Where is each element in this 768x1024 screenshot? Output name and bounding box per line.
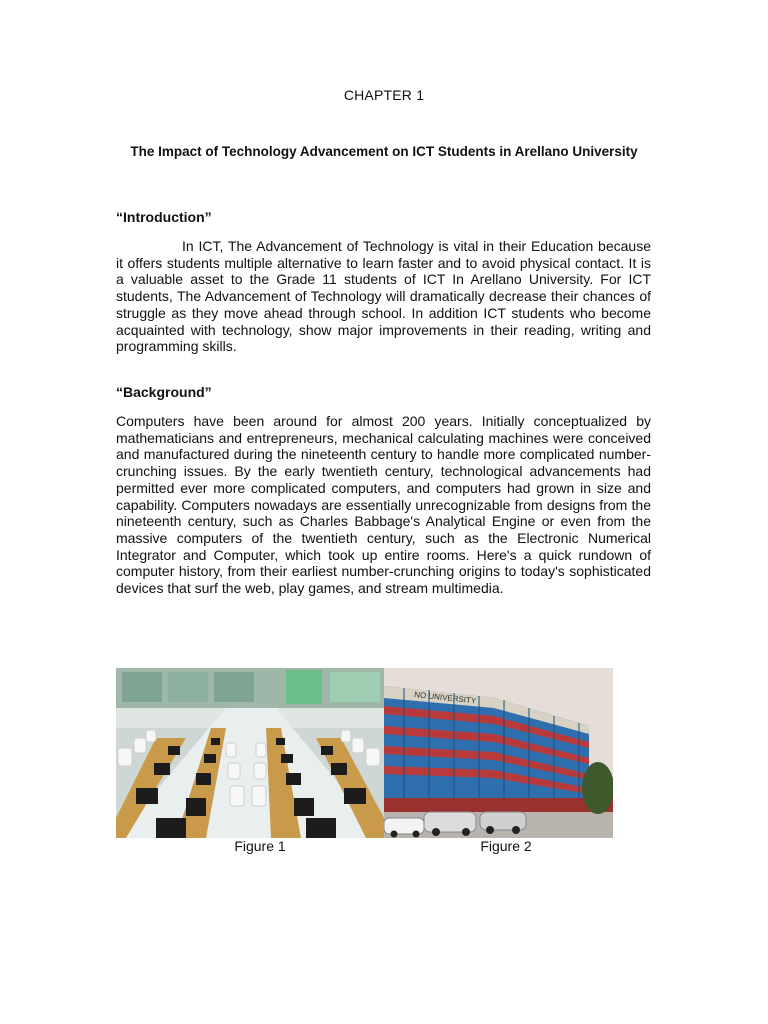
introduction-paragraph: In ICT, The Advancement of Technology is vital in their Education because it offers students multiple alternative to learn faster and to avoid physical contact. It is a valuable asset to the Grade 11 students of ICT In Arellano University. For ICT students, The Advancement of Technology will dramatically decrease their chances of struggle as they move ahead through school. In addition ICT students who become acquainted with technology, show major improvements in their reading, writing and programming skills. <box>116 238 651 355</box>
document-title: The Impact of Technology Advancement on ICT Students in Arellano University <box>130 144 638 159</box>
figure-1-caption: Figure 1 <box>234 838 286 854</box>
figures-row <box>116 668 613 838</box>
introduction-heading: “Introduction” <box>116 209 212 225</box>
figure-2-caption: Figure 2 <box>480 838 532 854</box>
figure-2-university-building-image <box>384 668 613 838</box>
figure-1-computer-lab-image <box>116 668 384 838</box>
chapter-label: CHAPTER 1 <box>343 87 425 103</box>
background-paragraph: Computers have been around for almost 200 years. Initially conceptualized by mathematicians and entrepreneurs, mechanical calculating machines were conceived and manufactured during the nineteenth century to handle more complicated number-crunching issues. By the early twentieth century, technological advancements had permitted ever more complicated computers, and computers had grown in size and capability. Computers nowadays are essentially unrecognizable from designs from the nineteenth century, such as Charles Babbage's Analytical Engine or even from the massive computers of the twentieth century, such as the Electronic Numerical Integrator and Computer, which took up entire rooms. Here's a quick rundown of computer history, from their earliest number-crunching origins to today's sophisticated devices that surf the web, play games, and stream multimedia. <box>116 413 651 597</box>
building-sign-text: NO UNIVERSITY <box>413 690 477 706</box>
background-heading: “Background” <box>116 384 212 400</box>
